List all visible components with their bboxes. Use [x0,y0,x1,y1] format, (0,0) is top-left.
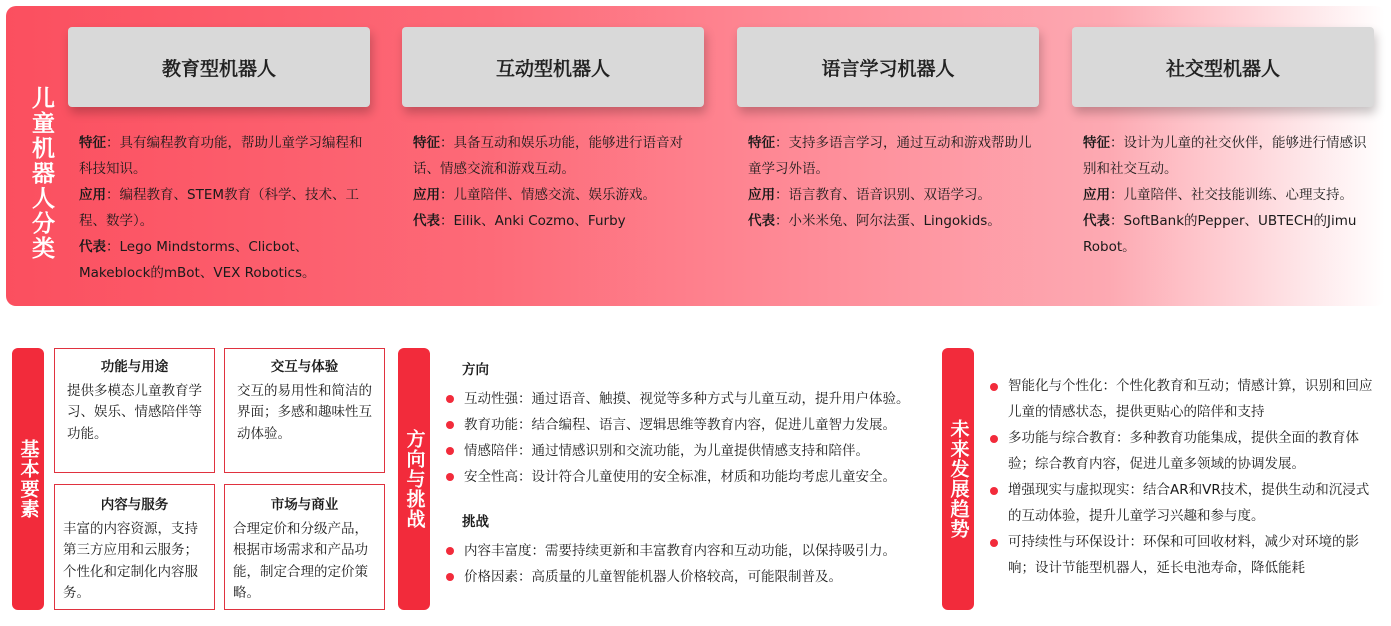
feature-label: 特征 [413,135,440,151]
feature-label: 特征 [79,135,106,151]
card-body-education [79,130,369,286]
rep-text: ：Lego Mindstorms、Clicbot、Makeblock的mBot、VEX Robotics。 [79,239,316,281]
card-body-interactive [413,130,703,234]
challenge-list [444,538,944,590]
app-text: ：语言教育、语音识别、双语学习。 [775,187,991,203]
card-head-social: 社交型机器人 [1072,27,1374,107]
rep-label: 代表 [748,213,775,229]
classification-title: 儿童机器人分类 [28,86,54,261]
box-title: 内容与服务 [100,497,169,513]
box-title: 功能与用途 [100,359,169,375]
box-text: 丰富的内容资源，支持第三方应用和云服务；个性化和定制化内容服务。 [63,520,198,601]
card-body-language [748,130,1038,234]
card-head-education: 教育型机器人 [68,27,370,107]
list-item: 安全性高：设计符合儿童使用的安全标准，材质和功能均考虑儿童安全。 [444,464,944,490]
box-market [224,484,385,610]
app-label: 应用 [1083,187,1110,203]
basic-elements-title [12,348,44,610]
list-item: 互动性强：通过语音、触摸、视觉等多种方式与儿童互动，提升用户体验。 [444,386,944,412]
basic-elements-label: 基本要素 [17,439,40,519]
card-head-interactive: 互动型机器人 [402,27,704,107]
app-text: ：儿童陪伴、情感交流、娱乐游戏。 [440,187,656,203]
list-item: 多功能与综合教育：多种教育功能集成，提供全面的教育体验；综合教育内容，促进儿童多领域的协调发展。 [988,426,1373,477]
direction-challenge-label: 方向与挑战 [403,429,426,529]
app-text: ：儿童陪伴、社交技能训练、心理支持。 [1110,187,1353,203]
box-text: 交互的易用性和简洁的界面；多感和趣味性互动体验。 [237,382,372,442]
feature-text: ：支持多语言学习，通过互动和游戏帮助儿童学习外语。 [748,135,1032,177]
rep-label: 代表 [79,239,106,255]
card-head-language: 语言学习机器人 [737,27,1039,107]
rep-label: 代表 [413,213,440,229]
rep-label: 代表 [1083,213,1110,229]
list-item: 价格因素：高质量的儿童智能机器人价格较高，可能限制普及。 [444,564,944,590]
app-text: ：编程教育、STEM教育（科学、技术、工程、数学）。 [79,187,359,229]
feature-text: ：设计为儿童的社交伙伴，能够进行情感识别和社交互动。 [1083,135,1367,177]
direction-heading: 方向 [462,362,489,378]
direction-list [444,386,944,490]
feature-label: 特征 [748,135,775,151]
list-item: 教育功能：结合编程、语言、逻辑思维等教育内容，促进儿童智力发展。 [444,412,944,438]
box-title: 市场与商业 [270,497,339,513]
list-item: 智能化与个性化：个性化教育和互动；情感计算，识别和回应儿童的情感状态，提供更贴心的陪伴和支持 [988,374,1373,425]
future-trends-title [942,348,974,610]
box-content [54,484,215,610]
rep-text: ：Eilik、Anki Cozmo、Furby [440,213,626,229]
app-label: 应用 [79,187,106,203]
app-label: 应用 [413,187,440,203]
box-function [54,348,215,473]
future-trends-label: 未来发展趋势 [947,419,970,539]
feature-text: ：具有编程教育功能，帮助儿童学习编程和科技知识。 [79,135,363,177]
rep-text: ：小米米兔、阿尔法蛋、Lingokids。 [775,213,1001,229]
feature-text: ：具备互动和娱乐功能，能够进行语音对话、情感交流和游戏互动。 [413,135,683,177]
list-item: 内容丰富度：需要持续更新和丰富教育内容和互动功能，以保持吸引力。 [444,538,944,564]
list-item: 可持续性与环保设计：环保和可回收材料，减少对环境的影响；设计节能型机器人，延长电池寿命，降低能耗 [988,530,1373,581]
rep-text: ：SoftBank的Pepper、UBTECH的Jimu Robot。 [1083,213,1357,255]
box-interaction [224,348,385,473]
app-label: 应用 [748,187,775,203]
box-title: 交互与体验 [270,359,339,375]
card-body-social [1083,130,1368,260]
list-item: 情感陪伴：通过情感识别和交流功能，为儿童提供情感支持和陪伴。 [444,438,944,464]
direction-challenge-title [398,348,430,610]
box-text: 合理定价和分级产品，根据市场需求和产品功能，制定合理的定价策略。 [233,520,368,601]
list-item: 增强现实与虚拟现实：结合AR和VR技术，提供生动和沉浸式的互动体验，提升儿童学习兴趣和参与度。 [988,478,1373,529]
feature-label: 特征 [1083,135,1110,151]
robot-classification-panel [6,6,1385,306]
box-text: 提供多模态儿童教育学习、娱乐、情感陪伴等功能。 [67,382,202,442]
challenge-heading: 挑战 [462,514,489,530]
future-list [988,374,1373,581]
future-trends-content [988,374,1373,582]
direction-challenge-content [444,360,944,590]
